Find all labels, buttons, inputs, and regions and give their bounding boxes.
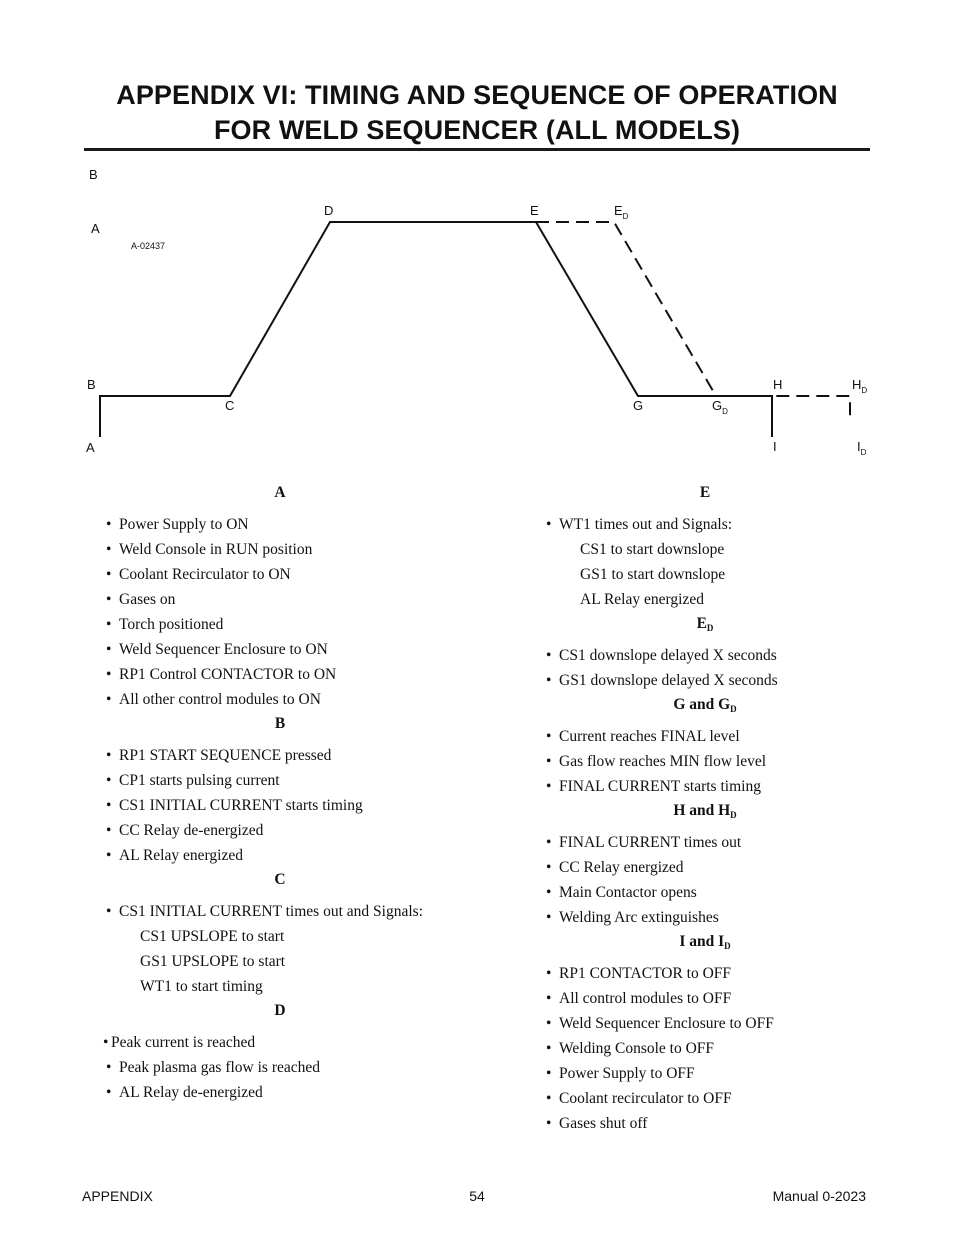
section-heading-h: H and $H_D$ xyxy=(673,802,737,820)
section-h-list xyxy=(540,830,870,930)
right-column xyxy=(540,481,870,1136)
page-title-line-2: FOR WELD SEQUENCER (ALL MODELS) xyxy=(213,115,741,145)
footer-manual-number: Manual 0-2023 xyxy=(772,1188,866,1204)
point-label-a: A xyxy=(86,440,95,455)
list-item: • Welding Arc extinguishes xyxy=(540,905,870,930)
page-title-line-1: APPENDIX VI: TIMING AND SEQUENCE OF OPERATION xyxy=(116,80,838,110)
list-item: • AL Relay energized xyxy=(100,843,460,868)
list-item: • Weld Console in RUN position xyxy=(100,537,460,562)
list-sub-item: CS1 to start downslope xyxy=(580,541,725,558)
section-heading-e-d: $E_D$ xyxy=(696,615,714,633)
page-title xyxy=(84,78,870,148)
section-heading-e: E xyxy=(699,484,711,501)
list-item: • CP1 starts pulsing current xyxy=(100,768,460,793)
list-item: • Gas flow reaches MIN flow level xyxy=(540,749,870,774)
list-item: • AL Relay de-energized xyxy=(100,1080,460,1105)
section-heading-i: I and $I_D$ xyxy=(679,933,731,951)
section-heading-g: G and $G_D$ xyxy=(673,696,737,714)
list-item: • CS1 INITIAL CURRENT starts timing xyxy=(100,793,460,818)
list-item: • CS1 INITIAL CURRENT times out and Signals: xyxy=(100,899,460,924)
footer-page-number: 54 xyxy=(469,1188,485,1204)
list-item: • Weld Sequencer Enclosure to OFF xyxy=(540,1011,870,1036)
section-c-list xyxy=(100,899,460,999)
point-label-d: D xyxy=(324,203,334,218)
list-item: • CS1 downslope delayed X seconds xyxy=(540,643,870,668)
list-item: • All other control modules to ON xyxy=(100,687,460,712)
section-a-list xyxy=(100,512,460,712)
list-item: • Coolant recirculator to OFF xyxy=(540,1086,870,1111)
corner-label-a: A xyxy=(91,221,100,236)
corner-label-b: B xyxy=(89,167,98,182)
point-label-c: C xyxy=(225,398,235,413)
section-d-list xyxy=(100,1030,460,1105)
list-sub-item: WT1 to start timing xyxy=(140,978,263,995)
section-heading-b: B xyxy=(274,715,286,732)
title-divider xyxy=(84,148,870,151)
timing-trace-delayed xyxy=(536,222,850,422)
list-item: • CC Relay de-energized xyxy=(100,818,460,843)
list-item: • Weld Sequencer Enclosure to ON xyxy=(100,637,460,662)
diagram-point-labels xyxy=(86,203,867,457)
list-item: • Peak plasma gas flow is reached xyxy=(100,1055,460,1080)
list-item: • Main Contactor opens xyxy=(540,880,870,905)
list-item: • Peak current is reached xyxy=(100,1030,460,1055)
section-g-list xyxy=(540,724,870,799)
list-item: • Power Supply to OFF xyxy=(540,1061,870,1086)
left-column xyxy=(100,481,460,1105)
drawing-number: A-02437 xyxy=(131,241,166,251)
list-item: • Current reaches FINAL level xyxy=(540,724,870,749)
list-item: • RP1 Control CONTACTOR to ON xyxy=(100,662,460,687)
section-heading-d: D xyxy=(274,1002,286,1019)
point-label-g: G xyxy=(633,398,644,413)
list-item: • WT1 times out and Signals: xyxy=(540,512,870,537)
list-item: • GS1 downslope delayed X seconds xyxy=(540,668,870,693)
list-item: • Welding Console to OFF xyxy=(540,1036,870,1061)
diagram-corner-labels xyxy=(89,167,165,251)
list-sub-item: CS1 UPSLOPE to start xyxy=(140,928,285,945)
list-item: • Coolant Recirculator to ON xyxy=(100,562,460,587)
list-item: • All control modules to OFF xyxy=(540,986,870,1011)
timing-trace-solid xyxy=(100,222,772,437)
section-heading-a: A xyxy=(274,484,286,501)
list-item: • Gases shut off xyxy=(540,1111,870,1136)
point-label-b: B xyxy=(87,377,96,392)
section-e-list xyxy=(540,512,870,612)
point-label-e: E xyxy=(530,203,539,218)
point-label-h: H xyxy=(773,377,783,392)
timing-diagram xyxy=(0,160,954,465)
section-i-list xyxy=(540,961,870,1136)
point-label-h-d: $H_D$ xyxy=(852,377,868,395)
point-label-i: I xyxy=(773,439,777,454)
list-item: • Torch positioned xyxy=(100,612,460,637)
footer-section-name: APPENDIX xyxy=(82,1188,153,1204)
list-item: • RP1 START SEQUENCE pressed xyxy=(100,743,460,768)
point-label-g-d: $G_D$ xyxy=(712,398,728,416)
point-label-e-d: $E_D$ xyxy=(614,203,629,221)
list-item: • FINAL CURRENT times out xyxy=(540,830,870,855)
list-item: • FINAL CURRENT starts timing xyxy=(540,774,870,799)
list-item: • Power Supply to ON xyxy=(100,512,460,537)
section-heading-c: C xyxy=(274,871,286,888)
list-item: • Gases on xyxy=(100,587,460,612)
list-sub-item: GS1 UPSLOPE to start xyxy=(140,953,286,970)
point-label-i-d: $I_D$ xyxy=(857,439,867,457)
section-e-d-list xyxy=(540,643,870,693)
list-sub-item: GS1 to start downslope xyxy=(580,566,726,583)
section-b-list xyxy=(100,743,460,868)
list-item: • CC Relay energized xyxy=(540,855,870,880)
list-item: • RP1 CONTACTOR to OFF xyxy=(540,961,870,986)
list-sub-item: AL Relay energized xyxy=(580,591,704,608)
